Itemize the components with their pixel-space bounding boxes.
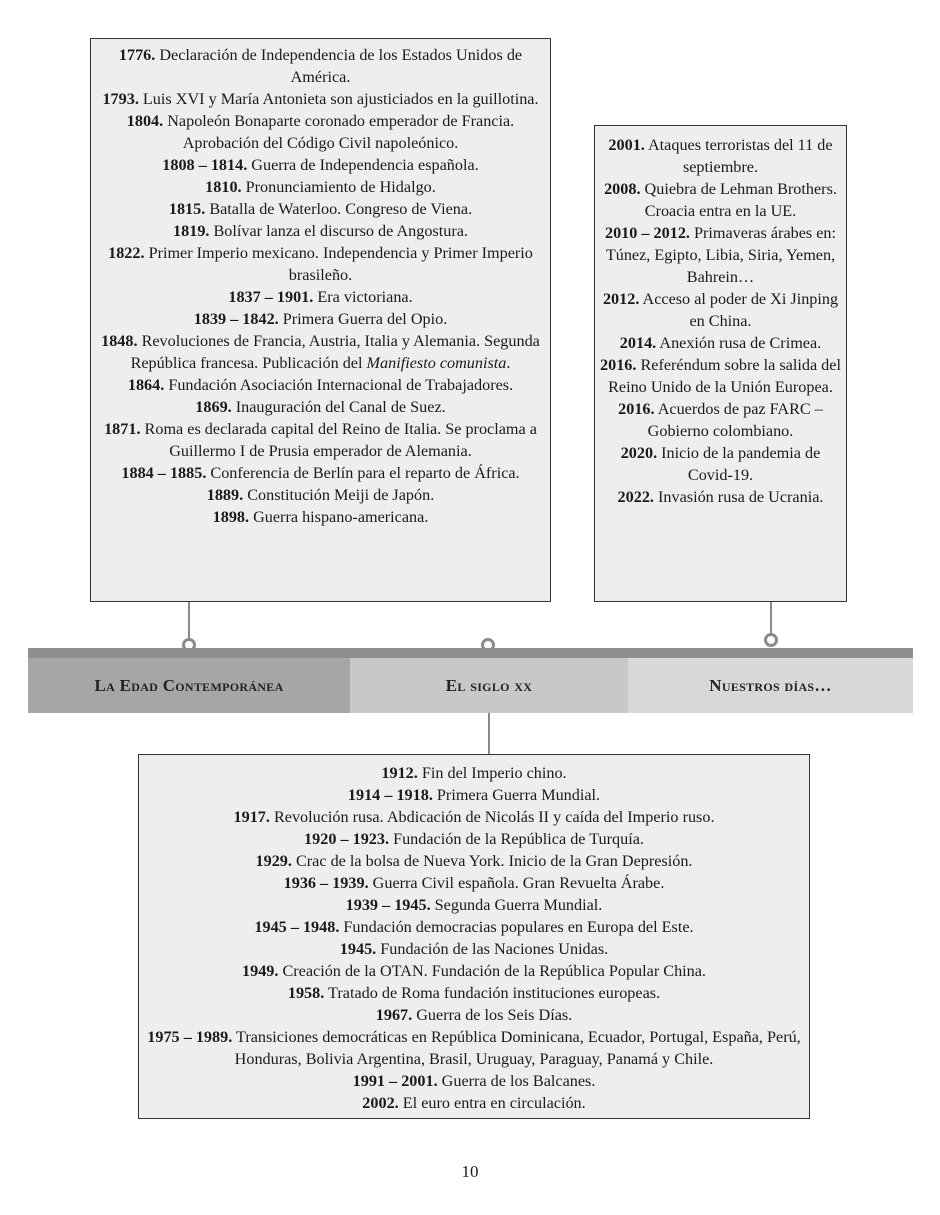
event-entry [97,418,544,462]
event-year: 1975 – 1989. [147,1028,233,1046]
event-year: 1871. [104,420,141,438]
event-year: 1991 – 2001. [352,1072,438,1090]
period-contemporary-label: La Edad Contemporánea [94,675,284,695]
period-twentieth-century-label: El siglo xx [445,675,533,695]
period-twentieth-century [350,658,628,713]
event-text: Segunda Guerra Mundial. [434,896,603,914]
event-entry [97,176,544,198]
event-entry [97,110,544,154]
event-entry [145,1070,803,1092]
event-year: 1889. [206,486,244,504]
event-year: 1815. [168,200,206,218]
event-year: 1793. [102,90,139,108]
event-entry [97,44,544,88]
event-text: Referéndum sobre la salida del Reino Unido de la Unión Europea. [608,356,841,396]
event-year: 1914 – 1918. [347,786,433,804]
event-text: Pronunciamiento de Hidalgo. [245,178,436,196]
event-entry [97,308,544,330]
event-text: Era victoriana. [317,288,413,306]
connector-right [770,602,772,634]
event-text: Guerra hispano-americana. [253,508,429,526]
event-text: Guerra de los Seis Días. [416,1006,573,1024]
event-text: Inauguración del Canal de Suez. [235,398,446,416]
event-text: Napoleón Bonaparte coronado emperador de Francia. Aprobación del Código Civil napoleónico. [167,112,515,152]
event-text: Invasión rusa de Ucrania. [658,488,824,506]
event-entry [599,354,842,398]
event-year: 1864. [127,376,165,394]
event-entry [97,506,544,528]
event-entry [145,784,803,806]
event-text: Primera Guerra del Opio. [282,310,448,328]
event-entry [145,1026,803,1070]
event-text: Constitución Meiji de Japón. [247,486,435,504]
event-year: 1939 – 1945. [345,896,431,914]
event-year: 2020. [620,444,658,462]
event-text: Inicio de la pandemia de Covid-19. [661,444,821,484]
event-entry [599,134,842,178]
timeline-bar [28,648,913,658]
event-year: 2014. [619,334,657,352]
event-year: 2016. [618,400,655,418]
page-number: 10 [461,1162,479,1181]
event-entry [599,442,842,486]
event-entry [145,872,803,894]
event-entry [145,806,803,828]
event-entry [97,374,544,396]
event-entry [145,1004,803,1026]
event-text: Bolívar lanza el discurso de Angostura. [213,222,468,240]
event-entry [145,982,803,1004]
event-entry [599,332,842,354]
event-year: 1837 – 1901. [228,288,314,306]
event-entry [145,894,803,916]
event-year: 2001. [608,136,645,154]
event-year: 1848. [101,332,138,350]
period-contemporary [28,658,350,713]
contemporary-events-box [90,38,551,602]
event-text: Guerra Civil española. Gran Revuelta Árabe. [372,874,665,892]
event-entry [97,484,544,506]
event-text: Fin del Imperio chino. [421,764,567,782]
event-entry [599,288,842,332]
event-entry [145,762,803,784]
event-text: Crac de la bolsa de Nueva York. Inicio de la Gran Depresión. [295,852,693,870]
event-entry [145,1092,803,1114]
event-entry [599,398,842,442]
event-year: 1819. [173,222,210,240]
event-text: Ataques terroristas del 11 de septiembre. [647,136,833,176]
event-entry [599,178,842,222]
event-text: Guerra de Independencia española. [251,156,479,174]
event-year: 1776. [118,46,156,64]
connector-right-knob [764,633,778,647]
event-entry [145,960,803,982]
connector-left [188,602,190,638]
event-entry [97,220,544,242]
event-year: 2016. [600,356,637,374]
event-entry [97,396,544,418]
event-entry [145,916,803,938]
event-year: 1920 – 1923. [304,830,390,848]
event-text: Creación de la OTAN. Fundación de la República Popular China. [282,962,706,980]
event-text: Luis XVI y María Antonieta son ajusticiados en la guillotina. [142,90,539,108]
event-text: Primer Imperio mexicano. Independencia y Primer Imperio brasileño. [148,244,533,284]
event-entry [145,828,803,850]
event-year: 1949. [242,962,279,980]
twentieth-events-box [138,754,810,1119]
period-present [628,658,913,713]
event-entry [97,330,544,374]
event-text: Revoluciones de Francia, Austria, Italia y Alemania. Segunda República francesa. Publicación del [130,332,540,372]
event-year: 1804. [126,112,164,130]
event-year: 1967. [375,1006,413,1024]
event-text: Quiebra de Lehman Brothers. Croacia entra en la UE. [644,180,837,220]
event-year: 1929. [255,852,292,870]
event-text: Transiciones democráticas en República Dominicana, Ecuador, Portugal, España, Perú, Honduras, Bolivia Argentina, Brasil, Uruguay, Paraguay, Panamá y Chile. [234,1028,801,1068]
event-year: 1958. [287,984,325,1002]
event-text: Roma es declarada capital del Reino de Italia. Se proclama a Guillermo I de Prusia emperador de Alemania. [144,420,537,460]
period-present-label: Nuestros días… [709,675,832,695]
event-year: 1839 – 1842. [193,310,279,328]
event-text: Fundación democracias populares en Europa del Este. [343,918,694,936]
event-entry [97,154,544,176]
event-entry [97,462,544,484]
event-entry [599,222,842,288]
event-year: 2010 – 2012. [604,224,690,242]
event-year: 2002. [362,1094,399,1112]
event-italic-title: Manifiesto comunista [366,354,507,372]
event-year: 2008. [604,180,641,198]
event-text: El euro entra en circulación. [402,1094,586,1112]
event-text: Fundación de la República de Turquía. [393,830,644,848]
event-text: Batalla de Waterloo. Congreso de Viena. [209,200,473,218]
event-year: 1945 – 1948. [254,918,340,936]
event-text: Primaveras árabes en: Túnez, Egipto, Libia, Siria, Yemen, Bahrein… [605,224,837,286]
event-text: Revolución rusa. Abdicación de Nicolás II y caída del Imperio ruso. [273,808,715,826]
event-year: 1822. [108,244,145,262]
present-events-box [594,125,847,602]
event-year: 1898. [212,508,250,526]
event-entry [97,88,544,110]
event-text: Declaración de Independencia de los Estados Unidos de América. [159,46,523,86]
event-year: 1884 – 1885. [121,464,207,482]
event-year: 1808 – 1814. [162,156,248,174]
event-text-end: . [506,354,511,372]
event-entry [599,486,842,508]
event-text: Guerra de los Balcanes. [441,1072,596,1090]
event-year: 2022. [617,488,654,506]
event-year: 1917. [233,808,270,826]
event-year: 1945. [339,940,377,958]
event-entry [97,242,544,286]
event-text: Conferencia de Berlín para el reparto de África. [210,464,520,482]
event-text: Fundación Asociación Internacional de Trabajadores. [168,376,514,394]
event-year: 2012. [602,290,640,308]
event-text: Fundación de las Naciones Unidas. [380,940,609,958]
event-year: 1810. [205,178,242,196]
event-text: Acceso al poder de Xi Jinping en China. [642,290,839,330]
event-text: Anexión rusa de Crimea. [659,334,822,352]
event-text: Primera Guerra Mundial. [436,786,601,804]
event-text: Acuerdos de paz FARC – Gobierno colombiano. [647,400,823,440]
event-entry [145,850,803,872]
event-year: 1869. [195,398,232,416]
event-entry [97,198,544,220]
event-year: 1936 – 1939. [283,874,369,892]
connector-bottom [488,713,490,754]
event-entry [145,938,803,960]
event-year: 1912. [381,764,418,782]
event-entry [97,286,544,308]
event-text: Tratado de Roma fundación instituciones europeas. [328,984,661,1002]
